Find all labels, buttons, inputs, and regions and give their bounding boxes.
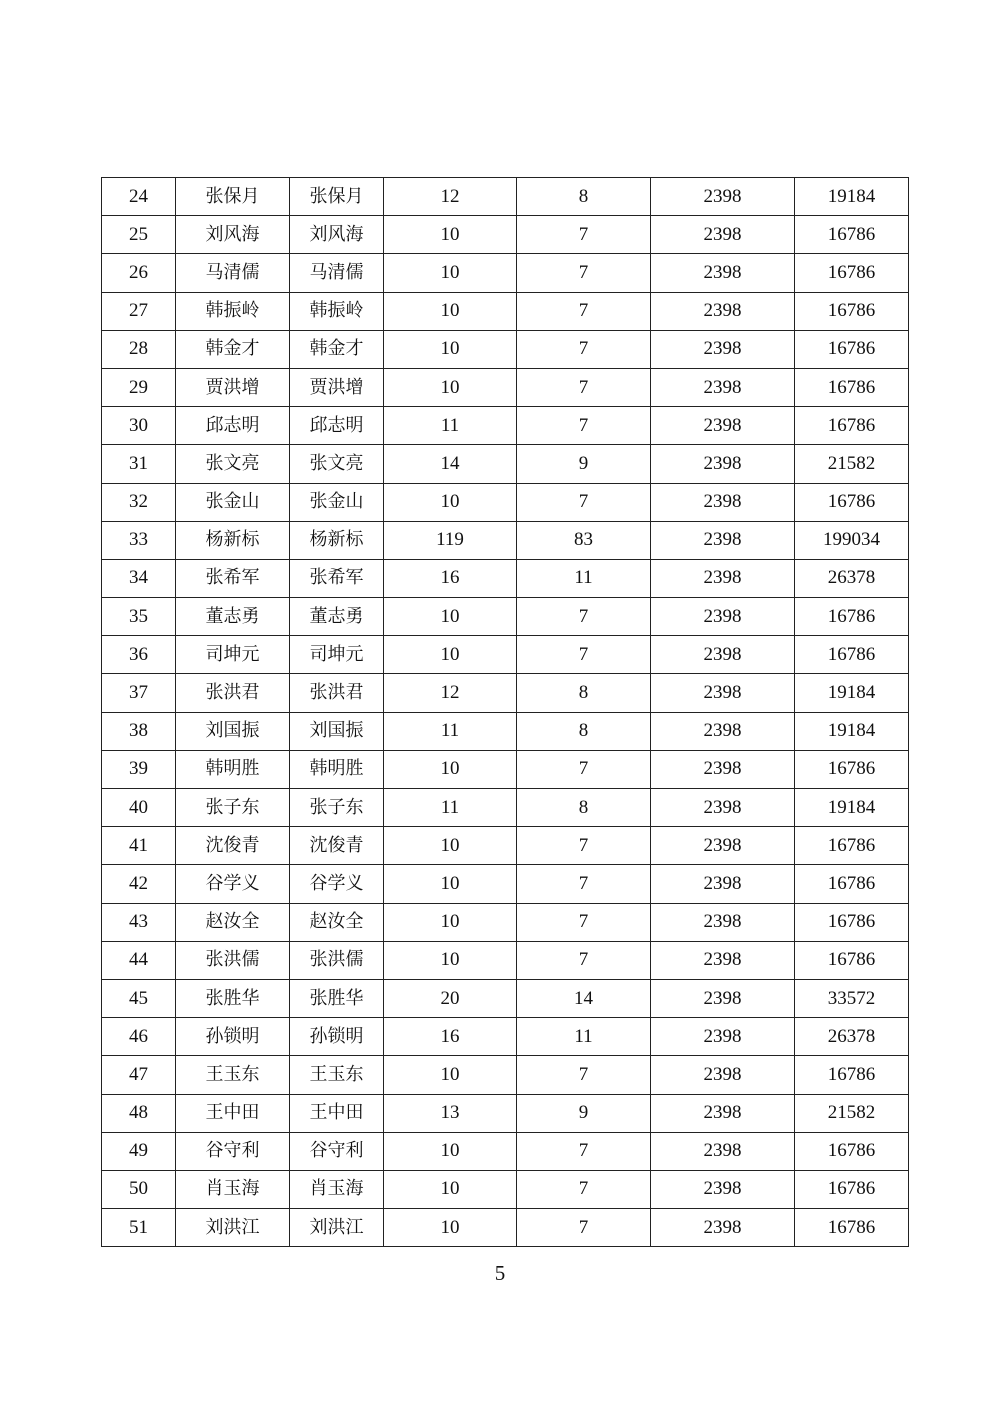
amount-cell: 7 bbox=[517, 827, 651, 865]
amount-cell: 7 bbox=[517, 598, 651, 636]
quantity-cell: 10 bbox=[384, 941, 517, 979]
table-row bbox=[102, 903, 909, 941]
unit-price-cell: 2398 bbox=[651, 789, 795, 827]
amount-cell: 9 bbox=[517, 1094, 651, 1132]
unit-price-cell: 2398 bbox=[651, 483, 795, 521]
quantity-cell: 11 bbox=[384, 789, 517, 827]
amount-cell: 7 bbox=[517, 903, 651, 941]
name-confirm-cell: 马清儒 bbox=[290, 254, 384, 292]
amount-cell: 8 bbox=[517, 178, 651, 216]
row-index-cell: 26 bbox=[102, 254, 176, 292]
quantity-cell: 13 bbox=[384, 1094, 517, 1132]
row-index-cell: 33 bbox=[102, 521, 176, 559]
name-confirm-cell: 邱志明 bbox=[290, 407, 384, 445]
quantity-cell: 10 bbox=[384, 216, 517, 254]
table-body bbox=[102, 178, 909, 1247]
name-cell: 王中田 bbox=[176, 1094, 290, 1132]
unit-price-cell: 2398 bbox=[651, 979, 795, 1017]
quantity-cell: 10 bbox=[384, 292, 517, 330]
unit-price-cell: 2398 bbox=[651, 178, 795, 216]
table-row bbox=[102, 789, 909, 827]
unit-price-cell: 2398 bbox=[651, 1056, 795, 1094]
name-confirm-cell: 张文亮 bbox=[290, 445, 384, 483]
total-cell: 16786 bbox=[795, 827, 909, 865]
table-row bbox=[102, 1056, 909, 1094]
table-row bbox=[102, 979, 909, 1017]
quantity-cell: 10 bbox=[384, 903, 517, 941]
row-index-cell: 29 bbox=[102, 368, 176, 406]
row-index-cell: 31 bbox=[102, 445, 176, 483]
unit-price-cell: 2398 bbox=[651, 559, 795, 597]
table-row bbox=[102, 1170, 909, 1208]
total-cell: 26378 bbox=[795, 1018, 909, 1056]
row-index-cell: 27 bbox=[102, 292, 176, 330]
amount-cell: 7 bbox=[517, 483, 651, 521]
name-cell: 贾洪增 bbox=[176, 368, 290, 406]
total-cell: 19184 bbox=[795, 712, 909, 750]
unit-price-cell: 2398 bbox=[651, 865, 795, 903]
name-cell: 刘国振 bbox=[176, 712, 290, 750]
name-cell: 王玉东 bbox=[176, 1056, 290, 1094]
amount-cell: 7 bbox=[517, 1209, 651, 1247]
amount-cell: 7 bbox=[517, 865, 651, 903]
total-cell: 16786 bbox=[795, 1209, 909, 1247]
total-cell: 16786 bbox=[795, 483, 909, 521]
table-row bbox=[102, 292, 909, 330]
quantity-cell: 16 bbox=[384, 1018, 517, 1056]
name-cell: 张文亮 bbox=[176, 445, 290, 483]
total-cell: 16786 bbox=[795, 1132, 909, 1170]
amount-cell: 11 bbox=[517, 1018, 651, 1056]
total-cell: 19184 bbox=[795, 789, 909, 827]
total-cell: 16786 bbox=[795, 216, 909, 254]
quantity-cell: 11 bbox=[384, 712, 517, 750]
amount-cell: 7 bbox=[517, 216, 651, 254]
table-row bbox=[102, 827, 909, 865]
unit-price-cell: 2398 bbox=[651, 903, 795, 941]
name-confirm-cell: 韩振岭 bbox=[290, 292, 384, 330]
row-index-cell: 41 bbox=[102, 827, 176, 865]
amount-cell: 83 bbox=[517, 521, 651, 559]
table-row bbox=[102, 445, 909, 483]
unit-price-cell: 2398 bbox=[651, 330, 795, 368]
quantity-cell: 10 bbox=[384, 598, 517, 636]
row-index-cell: 43 bbox=[102, 903, 176, 941]
name-confirm-cell: 刘风海 bbox=[290, 216, 384, 254]
name-cell: 刘洪江 bbox=[176, 1209, 290, 1247]
name-cell: 刘风海 bbox=[176, 216, 290, 254]
unit-price-cell: 2398 bbox=[651, 674, 795, 712]
amount-cell: 7 bbox=[517, 407, 651, 445]
unit-price-cell: 2398 bbox=[651, 636, 795, 674]
name-cell: 张金山 bbox=[176, 483, 290, 521]
name-cell: 韩金才 bbox=[176, 330, 290, 368]
name-confirm-cell: 张金山 bbox=[290, 483, 384, 521]
name-confirm-cell: 司坤元 bbox=[290, 636, 384, 674]
quantity-cell: 10 bbox=[384, 254, 517, 292]
row-index-cell: 42 bbox=[102, 865, 176, 903]
amount-cell: 7 bbox=[517, 254, 651, 292]
table-row bbox=[102, 559, 909, 597]
quantity-cell: 12 bbox=[384, 178, 517, 216]
amount-cell: 7 bbox=[517, 368, 651, 406]
total-cell: 16786 bbox=[795, 407, 909, 445]
unit-price-cell: 2398 bbox=[651, 254, 795, 292]
amount-cell: 7 bbox=[517, 1132, 651, 1170]
table-row bbox=[102, 1132, 909, 1170]
table-row bbox=[102, 483, 909, 521]
name-confirm-cell: 杨新标 bbox=[290, 521, 384, 559]
row-index-cell: 39 bbox=[102, 750, 176, 788]
total-cell: 21582 bbox=[795, 445, 909, 483]
name-cell: 张胜华 bbox=[176, 979, 290, 1017]
amount-cell: 7 bbox=[517, 941, 651, 979]
amount-cell: 7 bbox=[517, 292, 651, 330]
quantity-cell: 10 bbox=[384, 1209, 517, 1247]
name-cell: 张保月 bbox=[176, 178, 290, 216]
unit-price-cell: 2398 bbox=[651, 521, 795, 559]
table-row bbox=[102, 254, 909, 292]
row-index-cell: 50 bbox=[102, 1170, 176, 1208]
total-cell: 16786 bbox=[795, 636, 909, 674]
total-cell: 16786 bbox=[795, 598, 909, 636]
row-index-cell: 34 bbox=[102, 559, 176, 597]
name-confirm-cell: 张洪儒 bbox=[290, 941, 384, 979]
name-cell: 赵汝全 bbox=[176, 903, 290, 941]
name-cell: 杨新标 bbox=[176, 521, 290, 559]
row-index-cell: 47 bbox=[102, 1056, 176, 1094]
name-confirm-cell: 孙锁明 bbox=[290, 1018, 384, 1056]
total-cell: 19184 bbox=[795, 178, 909, 216]
quantity-cell: 14 bbox=[384, 445, 517, 483]
quantity-cell: 10 bbox=[384, 1056, 517, 1094]
row-index-cell: 35 bbox=[102, 598, 176, 636]
row-index-cell: 38 bbox=[102, 712, 176, 750]
amount-cell: 7 bbox=[517, 750, 651, 788]
table-row bbox=[102, 178, 909, 216]
unit-price-cell: 2398 bbox=[651, 445, 795, 483]
total-cell: 16786 bbox=[795, 941, 909, 979]
row-index-cell: 36 bbox=[102, 636, 176, 674]
name-confirm-cell: 刘洪江 bbox=[290, 1209, 384, 1247]
total-cell: 16786 bbox=[795, 903, 909, 941]
name-confirm-cell: 张洪君 bbox=[290, 674, 384, 712]
total-cell: 16786 bbox=[795, 254, 909, 292]
name-confirm-cell: 韩明胜 bbox=[290, 750, 384, 788]
unit-price-cell: 2398 bbox=[651, 216, 795, 254]
row-index-cell: 45 bbox=[102, 979, 176, 1017]
table-row bbox=[102, 1209, 909, 1247]
table-row bbox=[102, 521, 909, 559]
table-row bbox=[102, 941, 909, 979]
quantity-cell: 12 bbox=[384, 674, 517, 712]
name-confirm-cell: 张希军 bbox=[290, 559, 384, 597]
name-confirm-cell: 韩金才 bbox=[290, 330, 384, 368]
amount-cell: 11 bbox=[517, 559, 651, 597]
name-confirm-cell: 刘国振 bbox=[290, 712, 384, 750]
total-cell: 199034 bbox=[795, 521, 909, 559]
row-index-cell: 25 bbox=[102, 216, 176, 254]
name-confirm-cell: 贾洪增 bbox=[290, 368, 384, 406]
table-row bbox=[102, 216, 909, 254]
quantity-cell: 10 bbox=[384, 636, 517, 674]
unit-price-cell: 2398 bbox=[651, 1209, 795, 1247]
row-index-cell: 48 bbox=[102, 1094, 176, 1132]
total-cell: 16786 bbox=[795, 750, 909, 788]
quantity-cell: 10 bbox=[384, 483, 517, 521]
name-cell: 谷守利 bbox=[176, 1132, 290, 1170]
row-index-cell: 46 bbox=[102, 1018, 176, 1056]
unit-price-cell: 2398 bbox=[651, 1132, 795, 1170]
name-confirm-cell: 张保月 bbox=[290, 178, 384, 216]
quantity-cell: 10 bbox=[384, 368, 517, 406]
name-confirm-cell: 王中田 bbox=[290, 1094, 384, 1132]
row-index-cell: 49 bbox=[102, 1132, 176, 1170]
data-table bbox=[101, 177, 909, 1247]
unit-price-cell: 2398 bbox=[651, 827, 795, 865]
name-cell: 马清儒 bbox=[176, 254, 290, 292]
total-cell: 16786 bbox=[795, 330, 909, 368]
amount-cell: 14 bbox=[517, 979, 651, 1017]
name-confirm-cell: 肖玉海 bbox=[290, 1170, 384, 1208]
quantity-cell: 16 bbox=[384, 559, 517, 597]
name-cell: 邱志明 bbox=[176, 407, 290, 445]
name-cell: 司坤元 bbox=[176, 636, 290, 674]
row-index-cell: 44 bbox=[102, 941, 176, 979]
quantity-cell: 10 bbox=[384, 1170, 517, 1208]
table-row bbox=[102, 865, 909, 903]
name-cell: 肖玉海 bbox=[176, 1170, 290, 1208]
table-row bbox=[102, 674, 909, 712]
amount-cell: 7 bbox=[517, 330, 651, 368]
name-confirm-cell: 张子东 bbox=[290, 789, 384, 827]
amount-cell: 8 bbox=[517, 674, 651, 712]
table-row bbox=[102, 598, 909, 636]
name-confirm-cell: 沈俊青 bbox=[290, 827, 384, 865]
amount-cell: 7 bbox=[517, 1056, 651, 1094]
name-cell: 沈俊青 bbox=[176, 827, 290, 865]
amount-cell: 8 bbox=[517, 789, 651, 827]
name-confirm-cell: 谷守利 bbox=[290, 1132, 384, 1170]
name-cell: 孙锁明 bbox=[176, 1018, 290, 1056]
table-row bbox=[102, 368, 909, 406]
row-index-cell: 28 bbox=[102, 330, 176, 368]
total-cell: 19184 bbox=[795, 674, 909, 712]
name-cell: 张洪君 bbox=[176, 674, 290, 712]
total-cell: 21582 bbox=[795, 1094, 909, 1132]
unit-price-cell: 2398 bbox=[651, 1094, 795, 1132]
row-index-cell: 51 bbox=[102, 1209, 176, 1247]
total-cell: 16786 bbox=[795, 1170, 909, 1208]
total-cell: 26378 bbox=[795, 559, 909, 597]
name-confirm-cell: 张胜华 bbox=[290, 979, 384, 1017]
page-number: 5 bbox=[494, 1261, 506, 1285]
name-cell: 谷学义 bbox=[176, 865, 290, 903]
name-cell: 张子东 bbox=[176, 789, 290, 827]
row-index-cell: 40 bbox=[102, 789, 176, 827]
unit-price-cell: 2398 bbox=[651, 1018, 795, 1056]
name-cell: 韩明胜 bbox=[176, 750, 290, 788]
unit-price-cell: 2398 bbox=[651, 292, 795, 330]
name-cell: 张希军 bbox=[176, 559, 290, 597]
quantity-cell: 10 bbox=[384, 330, 517, 368]
total-cell: 16786 bbox=[795, 865, 909, 903]
name-cell: 董志勇 bbox=[176, 598, 290, 636]
name-confirm-cell: 谷学义 bbox=[290, 865, 384, 903]
row-index-cell: 37 bbox=[102, 674, 176, 712]
quantity-cell: 10 bbox=[384, 1132, 517, 1170]
amount-cell: 7 bbox=[517, 1170, 651, 1208]
table-row bbox=[102, 712, 909, 750]
quantity-cell: 10 bbox=[384, 865, 517, 903]
quantity-cell: 11 bbox=[384, 407, 517, 445]
table-row bbox=[102, 636, 909, 674]
unit-price-cell: 2398 bbox=[651, 941, 795, 979]
quantity-cell: 20 bbox=[384, 979, 517, 1017]
unit-price-cell: 2398 bbox=[651, 407, 795, 445]
quantity-cell: 10 bbox=[384, 827, 517, 865]
total-cell: 16786 bbox=[795, 368, 909, 406]
name-confirm-cell: 王玉东 bbox=[290, 1056, 384, 1094]
table-row bbox=[102, 407, 909, 445]
table-row bbox=[102, 330, 909, 368]
name-confirm-cell: 董志勇 bbox=[290, 598, 384, 636]
unit-price-cell: 2398 bbox=[651, 712, 795, 750]
amount-cell: 8 bbox=[517, 712, 651, 750]
name-cell: 张洪儒 bbox=[176, 941, 290, 979]
amount-cell: 7 bbox=[517, 636, 651, 674]
table-row bbox=[102, 1018, 909, 1056]
unit-price-cell: 2398 bbox=[651, 1170, 795, 1208]
row-index-cell: 32 bbox=[102, 483, 176, 521]
quantity-cell: 10 bbox=[384, 750, 517, 788]
amount-cell: 9 bbox=[517, 445, 651, 483]
name-confirm-cell: 赵汝全 bbox=[290, 903, 384, 941]
total-cell: 33572 bbox=[795, 979, 909, 1017]
row-index-cell: 24 bbox=[102, 178, 176, 216]
quantity-cell: 119 bbox=[384, 521, 517, 559]
unit-price-cell: 2398 bbox=[651, 368, 795, 406]
table-row bbox=[102, 1094, 909, 1132]
name-cell: 韩振岭 bbox=[176, 292, 290, 330]
table-row bbox=[102, 750, 909, 788]
unit-price-cell: 2398 bbox=[651, 598, 795, 636]
row-index-cell: 30 bbox=[102, 407, 176, 445]
total-cell: 16786 bbox=[795, 1056, 909, 1094]
unit-price-cell: 2398 bbox=[651, 750, 795, 788]
total-cell: 16786 bbox=[795, 292, 909, 330]
